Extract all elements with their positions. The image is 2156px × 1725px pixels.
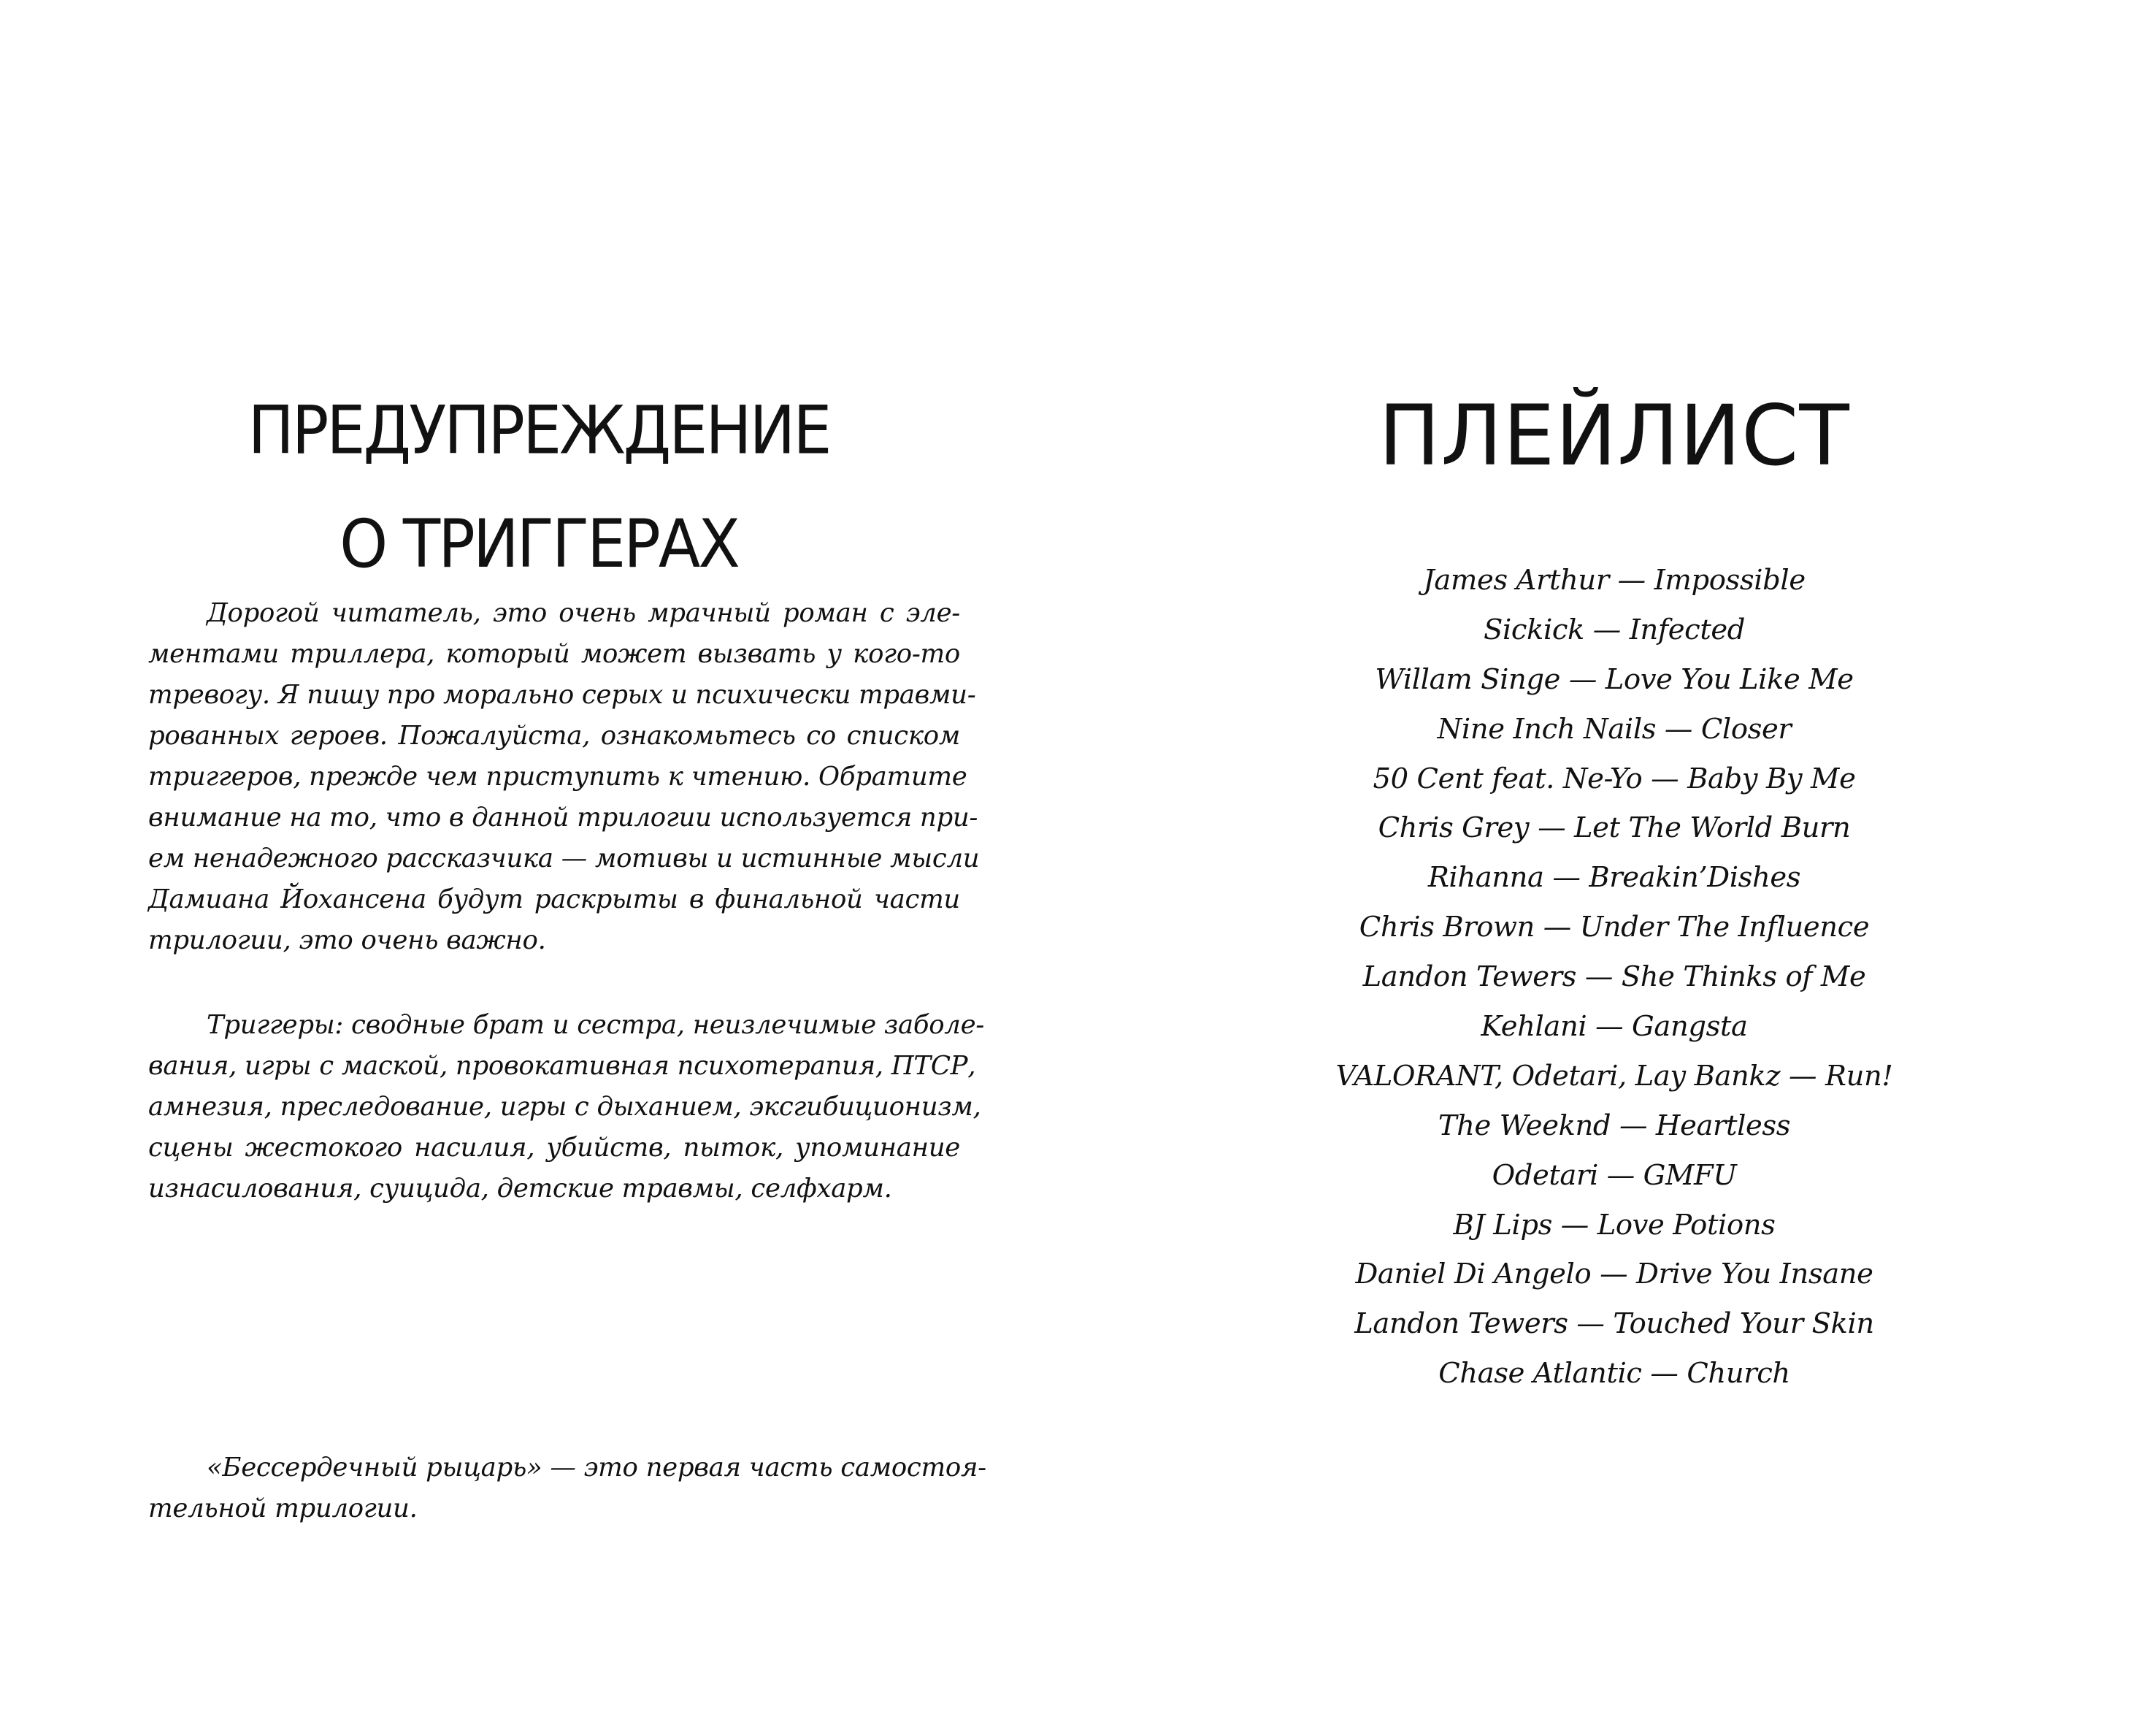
text-line: Триггеры: сводные брат и сестра, неизлечимые заболе-	[207, 1010, 984, 1040]
trigger-warning-title-line2: О ТРИГГЕРАХ	[339, 505, 738, 583]
text-line: Дорогой читатель, это очень мрачный роман с эле-	[207, 598, 960, 628]
text-line: изнасилования, суицида, детские травмы, селфхарм.	[148, 1174, 892, 1204]
playlist-track: Chris Brown — Under The Influence	[1359, 911, 1870, 944]
playlist-track: Landon Tewers — She Thinks of Me	[1362, 960, 1866, 994]
text-line: рованных героев. Пожалуйста, ознакомьтесь со списком	[148, 721, 960, 751]
text-line: ментами триллера, который может вызвать у кого-то	[148, 639, 960, 669]
text-line: триггеров, прежде чем приступить к чтению. Обратите	[148, 762, 967, 792]
playlist-track: Nine Inch Nails — Closer	[1437, 712, 1792, 746]
playlist-track: Sickick — Infected	[1483, 613, 1746, 646]
text-line: сцены жестокого насилия, убийств, пыток, упоминание	[148, 1133, 960, 1163]
playlist-track: Landon Tewers — Touched Your Skin	[1354, 1307, 1874, 1341]
text-line: амнезия, преследование, игры с дыханием, эксгибиционизм,	[148, 1092, 981, 1122]
text-line: тельной трилогии.	[148, 1493, 418, 1523]
playlist-track: Kehlani — Gangsta	[1481, 1010, 1748, 1044]
playlist	[1078, 556, 2151, 1399]
playlist-track: Daniel Di Angelo — Drive You Insane	[1355, 1258, 1873, 1291]
playlist-track: James Arthur — Impossible	[1423, 564, 1806, 597]
playlist-track: Rihanna — Breakin’Dishes	[1427, 861, 1801, 895]
playlist-track: BJ Lips — Love Potions	[1453, 1208, 1776, 1242]
playlist-track: Chase Atlantic — Church	[1438, 1357, 1790, 1391]
playlist-track: The Weeknd — Heartless	[1438, 1109, 1791, 1142]
text-line: трилогии, это очень важно.	[148, 925, 546, 955]
text-line: вания, игры с маской, провокативная психотерапия, ПТСР,	[148, 1051, 976, 1081]
playlist-track: Chris Grey — Let The World Burn	[1378, 811, 1851, 845]
playlist-track: 50 Cent feat. Ne-Yo — Baby By Me	[1373, 762, 1856, 795]
text-line: ем ненадежного рассказчика — мотивы и истинные мысли	[148, 844, 980, 873]
trilogy-note-paragraph	[148, 1447, 986, 1529]
text-line: тревогу. Я пишу про морально серых и психически травми-	[148, 680, 976, 710]
playlist-track: VALORANT, Odetari, Lay Bankz — Run!	[1335, 1059, 1893, 1093]
right-page	[1078, 0, 2156, 1725]
intro-paragraph	[148, 593, 980, 961]
playlist-track: Willam Singe — Love You Like Me	[1375, 662, 1854, 696]
playlist-track: Odetari — GMFU	[1492, 1158, 1737, 1192]
text-line: «Бессердечный рыцарь» — это первая часть самостоя-	[207, 1453, 986, 1483]
trigger-warning-title-line1: ПРЕДУПРЕЖДЕНИЕ	[248, 391, 830, 470]
triggers-paragraph	[148, 1005, 984, 1209]
playlist-title: ПЛЕЙЛИСТ	[1378, 387, 1850, 485]
text-line: Дамиана Йохансена будут раскрыты в финальной части	[148, 884, 960, 914]
text-line: внимание на то, что в данной трилогии используется при-	[148, 803, 978, 833]
